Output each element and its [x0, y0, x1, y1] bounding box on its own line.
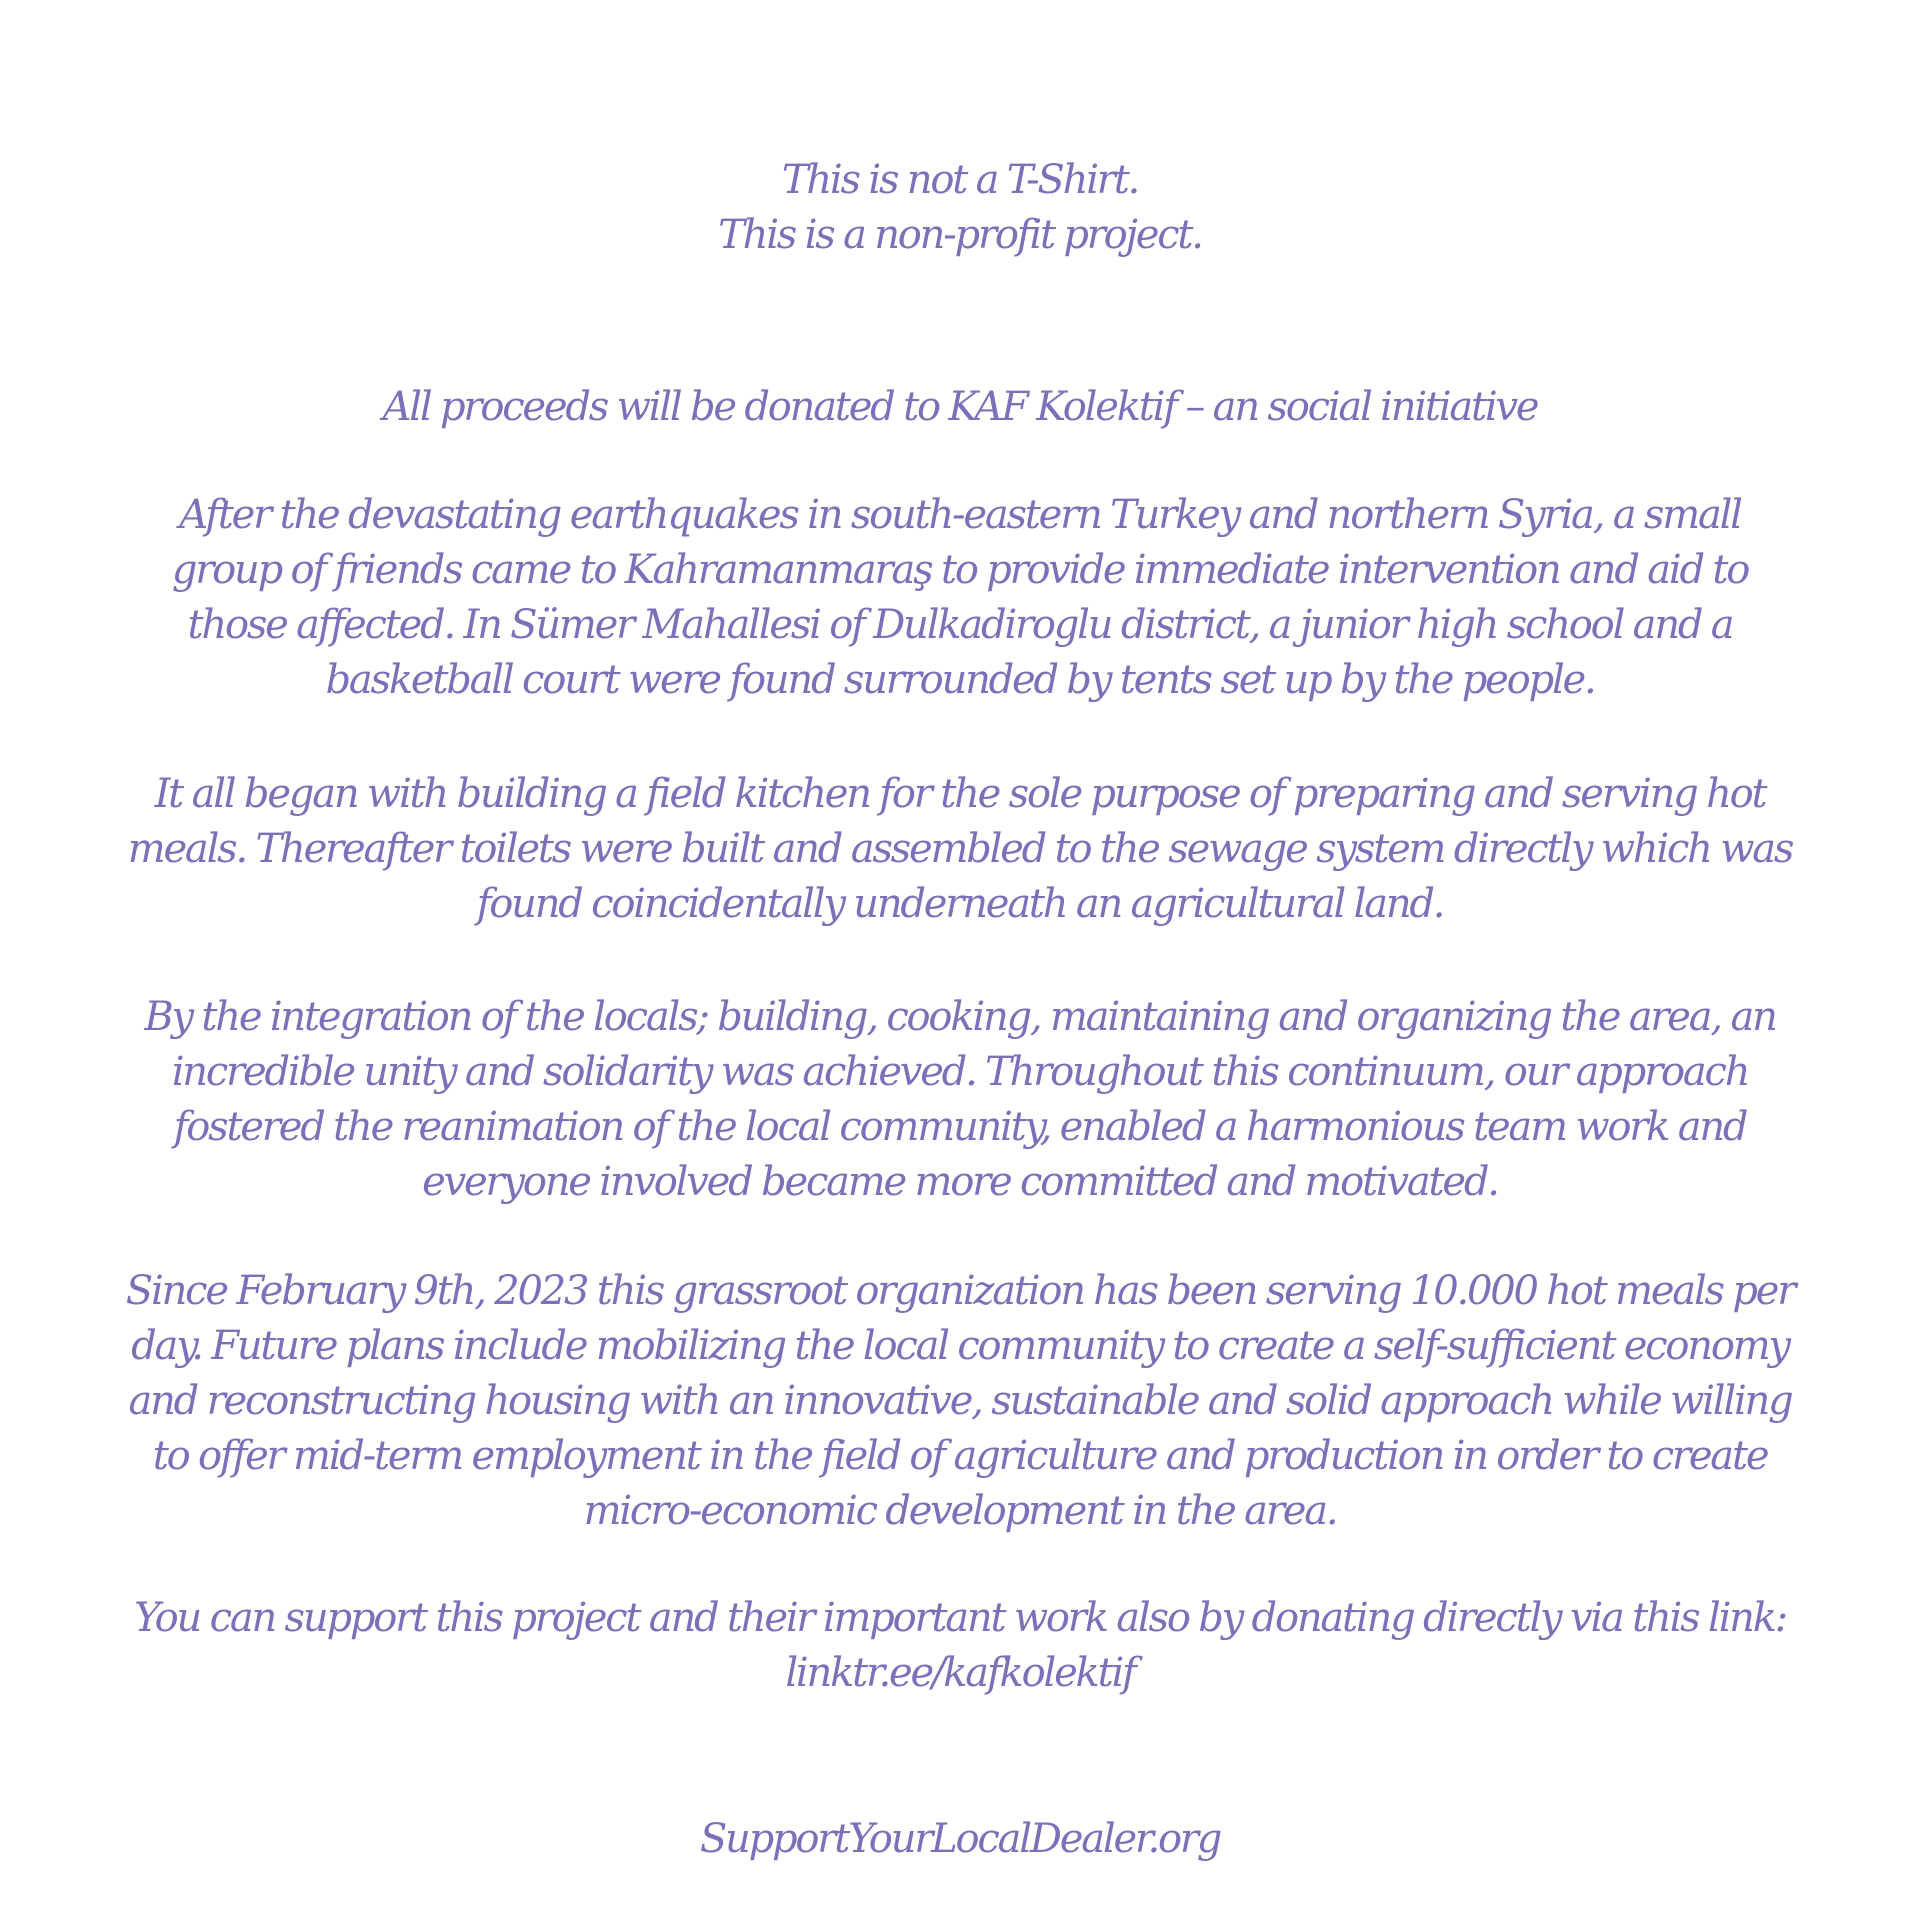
- footer-site-link[interactable]: SupportYourLocalDealer.org: [699, 1816, 1221, 1862]
- paragraph-community: [0, 990, 1920, 1210]
- paragraph-line: to offer mid-term employment in the field of agriculture and production in order to create: [152, 1433, 1768, 1479]
- tagline-line-1: This is not a T-Shirt.: [781, 157, 1139, 203]
- donation-note: [0, 380, 1920, 435]
- paragraph-line: basketball court were found surrounded by tents set up by the people.: [325, 657, 1595, 703]
- paragraph-line: found coincidentally underneath an agricultural land.: [476, 881, 1444, 927]
- paragraph-line: fostered the reanimation of the local community, enabled a harmonious team work and: [173, 1104, 1747, 1150]
- paragraph-line: After the devastating earthquakes in south-eastern Turkey and northern Syria, a small: [179, 492, 1741, 538]
- footer: [0, 1812, 1920, 1867]
- paragraph-line: those affected. In Sümer Mahallesi of Dulkadiroglu district, a junior high school and a: [187, 602, 1733, 648]
- paragraph-earthquake: [0, 488, 1920, 708]
- paragraph-line: and reconstructing housing with an innovative, sustainable and solid approach while willing: [128, 1378, 1792, 1424]
- tagline: [0, 153, 1920, 263]
- paragraph-line: everyone involved became more committed and motivated.: [422, 1159, 1498, 1205]
- tagline-line-2: This is a non-profit project.: [718, 212, 1202, 258]
- paragraph-line: group of friends came to Kahramanmaraş to provide immediate intervention and aid to: [171, 547, 1749, 593]
- support-text: You can support this project and their important work also by donating directly via this link:: [133, 1595, 1787, 1641]
- paragraph-line: meals. Thereafter toilets were built and assembled to the sewage system directly which was: [127, 826, 1793, 872]
- paragraph-line: day. Future plans include mobilizing the local community to create a self-sufficient economy: [131, 1323, 1789, 1369]
- paragraph-future-plans: [0, 1264, 1920, 1539]
- paragraph-line: micro-economic development in the area.: [583, 1488, 1337, 1534]
- paragraph-line: Since February 9th, 2023 this grassroot organization has been serving 10.000 hot meals per: [125, 1268, 1795, 1314]
- donation-link[interactable]: linktr.ee/kafkolektif: [785, 1650, 1135, 1696]
- paragraph-line: incredible unity and solidarity was achieved. Throughout this continuum, our approach: [171, 1049, 1749, 1095]
- support-section: [0, 1591, 1920, 1701]
- paragraph-field-kitchen: [0, 767, 1920, 932]
- paragraph-line: By the integration of the locals; building, cooking, maintaining and organizing the area, an: [144, 994, 1776, 1040]
- donation-note-text: All proceeds will be donated to KAF Kolektif – an social initiative: [382, 384, 1538, 430]
- paragraph-line: It all began with building a field kitchen for the sole purpose of preparing and serving hot: [154, 771, 1766, 817]
